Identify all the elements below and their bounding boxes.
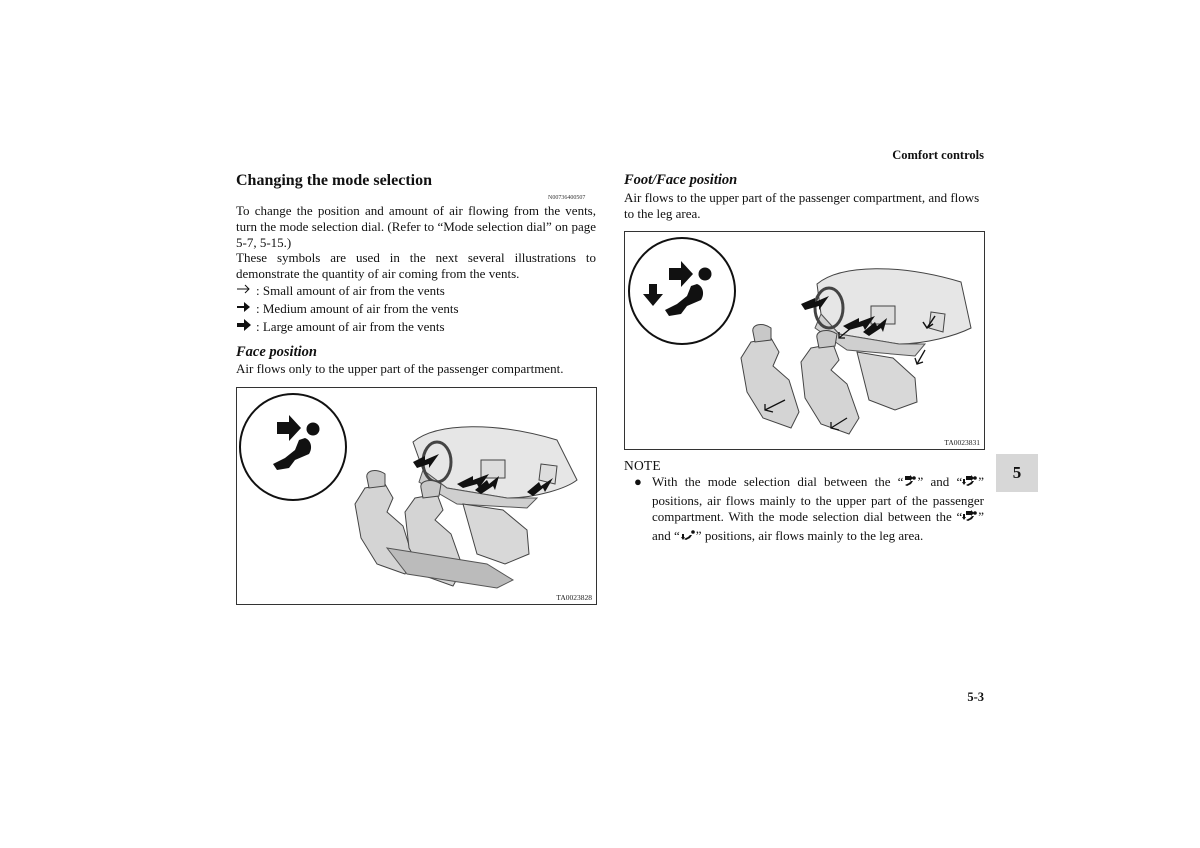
foot-face-position-illustration (625, 232, 984, 449)
note-text-part: ” positions, air flows mainly to the upper part of the passenger compartment. With the mode selection dial between the “ (652, 474, 984, 524)
face-position-heading: Face position (236, 344, 317, 360)
symbols-paragraph: These symbols are used in the next several illustrations to demonstrate the quantity of air coming from the vents. (236, 250, 596, 281)
medium-arrow-icon (236, 300, 252, 318)
figure-code: TA0023831 (944, 438, 980, 447)
symbol-label-large: : Large amount of air from the vents (256, 319, 445, 334)
note-text-part: ” and “ (652, 509, 984, 543)
bold-arrow-icon (236, 318, 252, 336)
symbol-row-small (236, 282, 596, 300)
note-label: NOTE (624, 458, 661, 473)
symbol-row-medium (236, 300, 596, 318)
foot-face-mode-icon (629, 238, 735, 344)
symbol-label-medium: : Medium amount of air from the vents (256, 301, 459, 316)
bullet-icon: ● (634, 474, 642, 489)
face-mode-inline-icon (903, 475, 917, 493)
chapter-tab: 5 (996, 454, 1038, 492)
face-position-figure (236, 387, 597, 605)
symbol-label-small: : Small amount of air from the vents (256, 283, 445, 298)
foot-face-mode-inline-icon (962, 475, 978, 493)
thin-arrow-icon (236, 282, 252, 300)
note-text-part: With the mode selection dial between the “ (652, 474, 904, 489)
figure-code: TA0023828 (556, 593, 592, 602)
page-number: 5-3 (967, 690, 984, 704)
intro-paragraph: To change the position and amount of air flowing from the vents, turn the mode selection dial. (Refer to “Mode selection dial” on page 5-7, 5-15.) (236, 203, 596, 250)
reference-code: N00736400507 (548, 195, 586, 201)
note-text-part: ” and “ (917, 474, 963, 489)
note-text-part: ” positions, air flows mainly to the leg area. (695, 527, 924, 543)
symbol-legend (236, 282, 596, 336)
foot-face-text: Air flows to the upper part of the passenger compartment, and flows to the leg area. (624, 190, 980, 221)
foot-face-mode-inline-icon (962, 510, 978, 528)
note-text (652, 474, 984, 546)
foot-face-position-figure (624, 231, 985, 450)
face-mode-icon (240, 394, 346, 500)
face-position-illustration (237, 388, 596, 604)
face-position-text: Air flows only to the upper part of the passenger compartment. (236, 361, 564, 376)
foot-mode-inline-icon (680, 529, 696, 547)
foot-face-heading: Foot/Face position (624, 172, 738, 188)
dashboard-drawing (815, 269, 971, 356)
section-title: Comfort controls (892, 148, 984, 162)
symbol-row-large (236, 318, 596, 336)
page-heading: Changing the mode selection (236, 172, 432, 189)
